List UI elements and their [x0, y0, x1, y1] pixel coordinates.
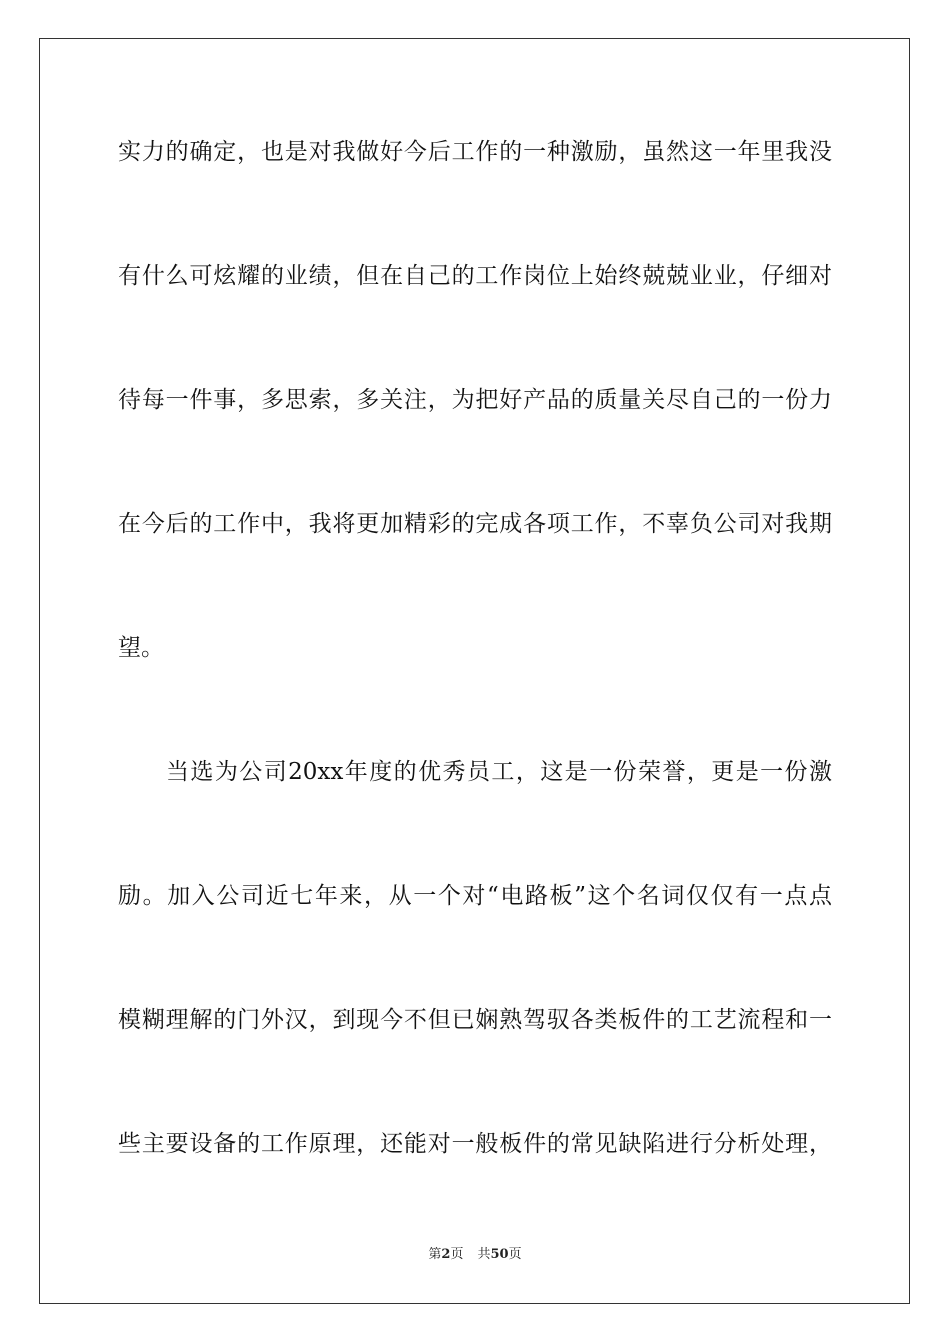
page-number: 2	[441, 1247, 451, 1262]
body-text-line: 在今后的工作中，我将更加精彩的完成各项工作，不辜负公司对我期	[118, 511, 832, 537]
body-text-line: 励。加入公司近七年来，从一个对“电路板”这个名词仅仅有一点点	[118, 883, 832, 909]
body-text-line: 模糊理解的门外汉，到现今不但已娴熟驾驭各类板件的工艺流程和一	[118, 1007, 832, 1033]
body-text-line: 望。	[118, 635, 164, 661]
body-text-line: 待每一件事，多思索，多关注，为把好产品的质量关尽自己的一份力	[118, 387, 832, 413]
paragraph-first-line: 当选为公司20xx年度的优秀员工，这是一份荣誉，更是一份激	[166, 759, 832, 785]
total-pages: 50	[490, 1247, 509, 1262]
body-text-line: 有什么可炫耀的业绩，但在自己的工作岗位上始终兢兢业业，仔细对	[118, 263, 832, 289]
page-prefix: 第	[428, 1247, 442, 1262]
body-text-line: 实力的确定，也是对我做好今后工作的一种激励，虽然这一年里我没	[118, 139, 832, 165]
page-suffix: 页	[450, 1247, 464, 1262]
body-text-line: 些主要设备的工作原理，还能对一般板件的常见缺陷进行分析处理，	[118, 1131, 832, 1157]
page-frame	[39, 38, 910, 1304]
total-prefix: 共	[477, 1247, 491, 1262]
total-suffix: 页	[508, 1247, 522, 1262]
page-footer	[0, 1246, 950, 1264]
